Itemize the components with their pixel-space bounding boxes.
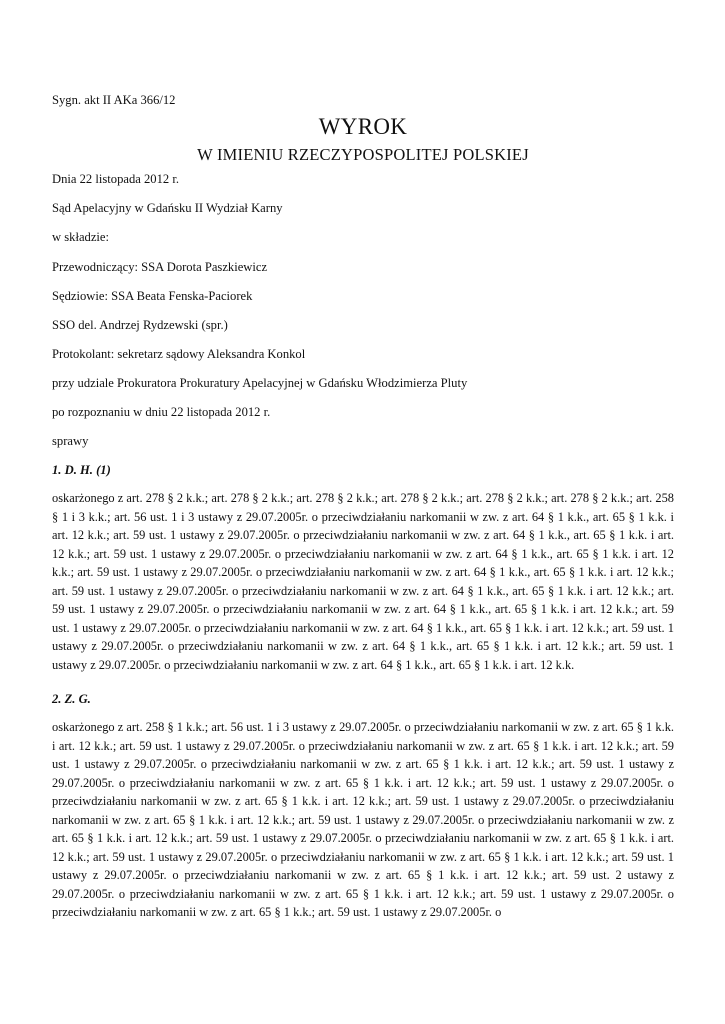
second-judge-line: SSO del. Andrzej Rydzewski (spr.) [52,318,228,332]
defendant-1-heading: 1. D. H. (1) [52,463,111,477]
judges-line: Sędziowie: SSA Beata Fenska-Paciorek [52,289,253,303]
case-signature: Sygn. akt II AKa 366/12 [52,93,176,107]
defendant-2-charges: oskarżonego z art. 258 § 1 k.k.; art. 56 ust. 1 i 3 ustawy z 29.07.2005r. o przeciwdziałaniu narkomanii w zw. z art. 65 § 1 k.k. i art. 12 k.k.; art. 59 ust. 1 ustawy z 29.07.2005r. o przeciwdziałaniu narkomanii w zw. z art. 65 § 1 k.k. i art. 12 k.k.; art. 59 ust. 1 ustawy z 29.07.2005r. o przeciwdziałaniu narkomanii w zw. z art. 65 § 1 k.k. i art. 12 k.k.; art. 59 ust. 1 ustawy z 29.07.2005r. o przeciwdziałaniu narkomanii w zw. z art. 65 § 1 k.k. i art. 12 k.k.; art. 59 ust. 1 ustawy z 29.07.2005r. o przeciwdziałaniu narkomanii w zw. z art. 65 § 1 k.k. i art. 12 k.k.; art. 59 ust. 1 ustawy z 29.07.2005r. o przeciwdziałaniu narkomanii w zw. z art. 65 § 1 k.k. i art. 12 k.k.; art. 59 ust. 1 ustawy z 29.07.2005r. o przeciwdziałaniu narkomanii w zw. z art. 65 § 1 k.k. i art. 12 k.k.; art. 59 ust. 1 ustawy z 29.07.2005r. o przeciwdziałaniu narkomanii w zw. z art. 65 § 1 k.k. i art. 12 k.k.; art. 59 ust. 1 ustawy z 29.07.2005r. o przeciwdziałaniu narkomanii w zw. z art. 65 § 1 k.k. i art. 12 k.k.; art. 59 ust. 1 ustawy z 29.07.2005r. o przeciwdziałaniu narkomanii w zw. z art. 65 § 1 k.k. i art. 12 k.k.; art. 59 ust. 2 ustawy z 29.07.2005r. o przeciwdziałaniu narkomanii w zw. z art. 65 § 1 k.k. i art. 12 k.k.; art. 59 ust. 1 ustawy z 29.07.2005r. o przeciwdziałaniu narkomanii w zw. z art. 65 § 1 k.k.; art. 59 ust. 1 ustawy z 29.07.2005r. o [52,720,674,919]
court-line: Sąd Apelacyjny w Gdańsku II Wydział Karny [52,201,283,215]
presiding-judge-line: Przewodniczący: SSA Dorota Paszkiewicz [52,260,268,274]
date-line: Dnia 22 listopada 2012 r. [52,172,179,186]
composition-line: w składzie: [52,230,110,244]
judgment-title: WYROK [318,114,408,139]
defendant-2-heading: 2. Z. G. [52,692,91,706]
judgment-subtitle: W IMIENIU RZECZYPOSPOLITEJ POLSKIEJ [197,145,529,164]
hearing-line: po rozpoznaniu w dniu 22 listopada 2012 r. [52,405,271,419]
case-word: sprawy [52,434,89,448]
prosecutor-line: przy udziale Prokuratora Prokuratury Apelacyjnej w Gdańsku Włodzimierza Pluty [52,376,468,390]
clerk-line: Protokolant: sekretarz sądowy Aleksandra Konkol [52,347,306,361]
defendant-1-charges: oskarżonego z art. 278 § 2 k.k.; art. 278 § 2 k.k.; art. 278 § 2 k.k.; art. 278 § 2 k.k.; art. 278 § 2 k.k.; art. 278 § 2 k.k.; art. 258 § 1 i 3 k.k.; art. 56 ust. 1 i 3 ustawy z 29.07.2005r. o przeciwdziałaniu narkomanii w zw. z art. 64 § 1 k.k., art. 65 § 1 k.k. i art. 12 k.k.; art. 59 ust. 1 ustawy z 29.07.2005r. o przeciwdziałaniu narkomanii w zw. z art. 64 § 1 k.k., art. 65 § 1 k.k. i art. 12 k.k.; art. 59 ust. 1 ustawy z 29.07.2005r. o przeciwdziałaniu narkomanii w zw. z art. 64 § 1 k.k., art. 65 § 1 k.k. i art. 12 k.k.; art. 59 ust. 1 ustawy z 29.07.2005r. o przeciwdziałaniu narkomanii w zw. z art. 64 § 1 k.k., art. 65 § 1 k.k. i art. 12 k.k.; art. 59 ust. 1 ustawy z 29.07.2005r. o przeciwdziałaniu narkomanii w zw. z art. 64 § 1 k.k., art. 65 § 1 k.k. i art. 12 k.k.; art. 59 ust. 1 ustawy z 29.07.2005r. o przeciwdziałaniu narkomanii w zw. z art. 64 § 1 k.k., art. 65 § 1 k.k. i art. 12 k.k.; art. 59 ust. 1 ustawy z 29.07.2005r. o przeciwdziałaniu narkomanii w zw. z art. 64 § 1 k.k., art. 65 § 1 k.k. i art. 12 k.k.; art. 59 ust. 1 ustawy z 29.07.2005r. o przeciwdziałaniu narkomanii w zw. z art. 64 § 1 k.k., art. 65 § 1 k.k. i art. 12 k.k.; art. 59 ust. 1 ustawy z 29.07.2005r. o przeciwdziałaniu narkomanii w zw. z art. 64 § 1 k.k., art. 65 § 1 k.k. i art. 12 k.k. [52,491,674,672]
